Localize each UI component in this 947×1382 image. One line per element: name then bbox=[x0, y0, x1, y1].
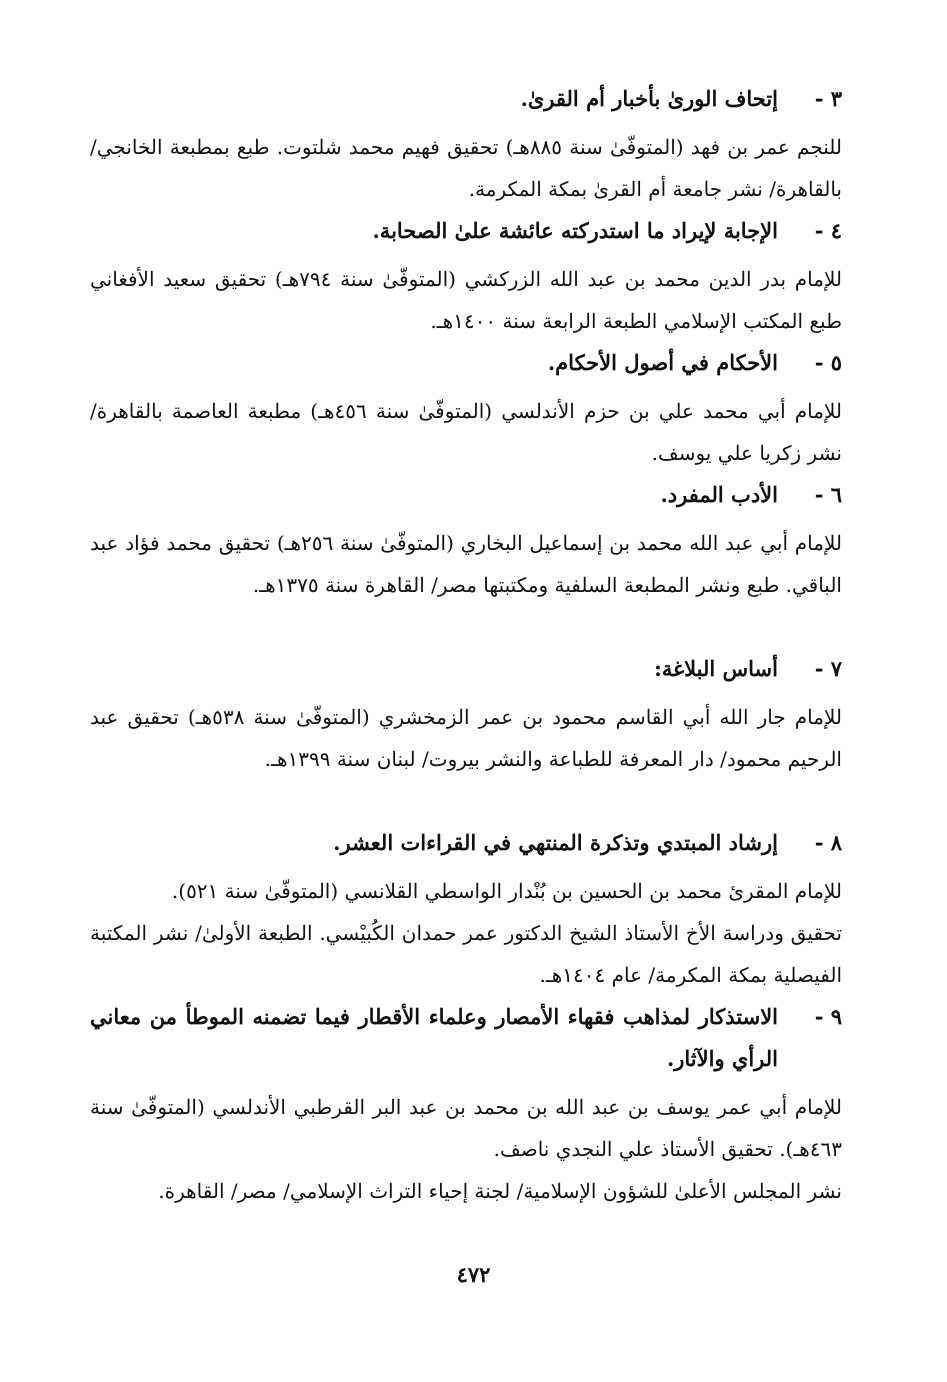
bibliography-entry-6 bbox=[90, 474, 842, 648]
entry-body bbox=[90, 1080, 842, 1212]
bibliography-entry-9 bbox=[90, 996, 842, 1212]
entry-title: الاستذكار لمذاهب فقهاء الأمصار وعلماء الأقطار فيما تضمنه الموطأ من معاني الرأي والآثار. bbox=[90, 1004, 778, 1071]
entry-paragraph: للإمام المقرئ محمد بن الحسين بن بُنْدار الواسطي القلانسي (المتوفّىٰ سنة ٥٢١). bbox=[171, 879, 842, 903]
entry-body bbox=[90, 120, 842, 210]
entry-heading bbox=[90, 210, 842, 252]
entry-body bbox=[90, 252, 842, 342]
entry-heading bbox=[90, 78, 842, 120]
bibliography-entry-4 bbox=[90, 210, 842, 342]
entry-number: ٩ - bbox=[814, 1004, 842, 1029]
entry-heading bbox=[90, 996, 842, 1080]
entry-number: ٥ - bbox=[814, 350, 842, 375]
entry-number: ٣ - bbox=[814, 86, 842, 111]
entry-paragraph: للإمام أبي عبد الله محمد بن إسماعيل البخاري (المتوفّىٰ سنة ٢٥٦هـ) تحقيق محمد فؤاد عبد الباقي. طبع ونشر المطبعة السلفية ومكتبتها مصر/ القاهرة سنة ١٣٧٥هـ. bbox=[90, 531, 842, 597]
entry-paragraph: للإمام أبي عمر يوسف بن عبد الله بن محمد بن عبد البر القرطبي الأندلسي (المتوفّىٰ سنة ٤٦٣هـ). تحقيق الأستاذ علي النجدي ناصف. bbox=[90, 1095, 842, 1161]
entry-paragraph: تحقيق ودراسة الأخ الأستاذ الشيخ الدكتور عمر حمدان الكُبيْسي. الطبعة الأولىٰ/ نشر المكتبة الفيصلية بمكة المكرمة/ عام ١٤٠٤هـ. bbox=[90, 921, 842, 987]
entry-title: الأحكام في أصول الأحكام. bbox=[547, 350, 778, 375]
entry-heading bbox=[90, 342, 842, 384]
entry-title: الإجابة لإيراد ما استدركته عائشة علىٰ الصحابة. bbox=[372, 218, 778, 243]
bibliography-entry-7 bbox=[90, 648, 842, 822]
bibliography-entry-3 bbox=[90, 78, 842, 210]
entry-title: إتحاف الورىٰ بأخبار أم القرىٰ. bbox=[520, 86, 778, 111]
entry-body bbox=[90, 690, 842, 822]
page-content bbox=[90, 78, 842, 1212]
entry-body bbox=[90, 864, 842, 996]
entry-title: الأدب المفرد. bbox=[660, 482, 778, 507]
bibliography-entry-5 bbox=[90, 342, 842, 474]
entry-heading bbox=[90, 822, 842, 864]
entry-body bbox=[90, 516, 842, 648]
entry-heading bbox=[90, 648, 842, 690]
bibliography-entry-8 bbox=[90, 822, 842, 996]
entry-title: أساس البلاغة: bbox=[654, 656, 778, 681]
page-number: ٤٧٢ bbox=[456, 1262, 491, 1287]
entry-number: ٦ - bbox=[814, 482, 842, 507]
entry-paragraph: للإمام أبي محمد علي بن حزم الأندلسي (المتوفّىٰ سنة ٤٥٦هـ) مطبعة العاصمة بالقاهرة/ نشر زكريا علي يوسف. bbox=[90, 399, 842, 465]
entry-number: ٤ - bbox=[814, 218, 842, 243]
entry-paragraph: للنجم عمر بن فهد (المتوفّىٰ سنة ٨٨٥هـ) تحقيق فهيم محمد شلتوت. طبع بمطبعة الخانجي/ بالقاهرة/ نشر جامعة أم القرىٰ بمكة المكرمة. bbox=[90, 135, 843, 201]
entry-paragraph: للإمام جار الله أبي القاسم محمود بن عمر الزمخشري (المتوفّىٰ سنة ٥٣٨هـ) تحقيق عبد الرحيم محمود/ دار المعرفة للطباعة والنشر بيروت/ لبنان سنة ١٣٩٩هـ. bbox=[90, 705, 842, 771]
entry-heading bbox=[90, 474, 842, 516]
entry-title: إرشاد المبتدي وتذكرة المنتهي في القراءات العشر. bbox=[333, 830, 778, 855]
entry-number: ٨ - bbox=[814, 830, 842, 855]
entry-number: ٧ - bbox=[814, 656, 842, 681]
entry-body bbox=[90, 384, 842, 474]
entry-paragraph: نشر المجلس الأعلىٰ للشؤون الإسلامية/ لجنة إحياء التراث الإسلامي/ مصر/ القاهرة. bbox=[158, 1179, 842, 1203]
entry-paragraph: للإمام بدر الدين محمد بن عبد الله الزركشي (المتوفّىٰ سنة ٧٩٤هـ) تحقيق سعيد الأفغاني طبع المكتب الإسلامي الطبعة الرابعة سنة ١٤٠٠هـ. bbox=[90, 267, 842, 333]
